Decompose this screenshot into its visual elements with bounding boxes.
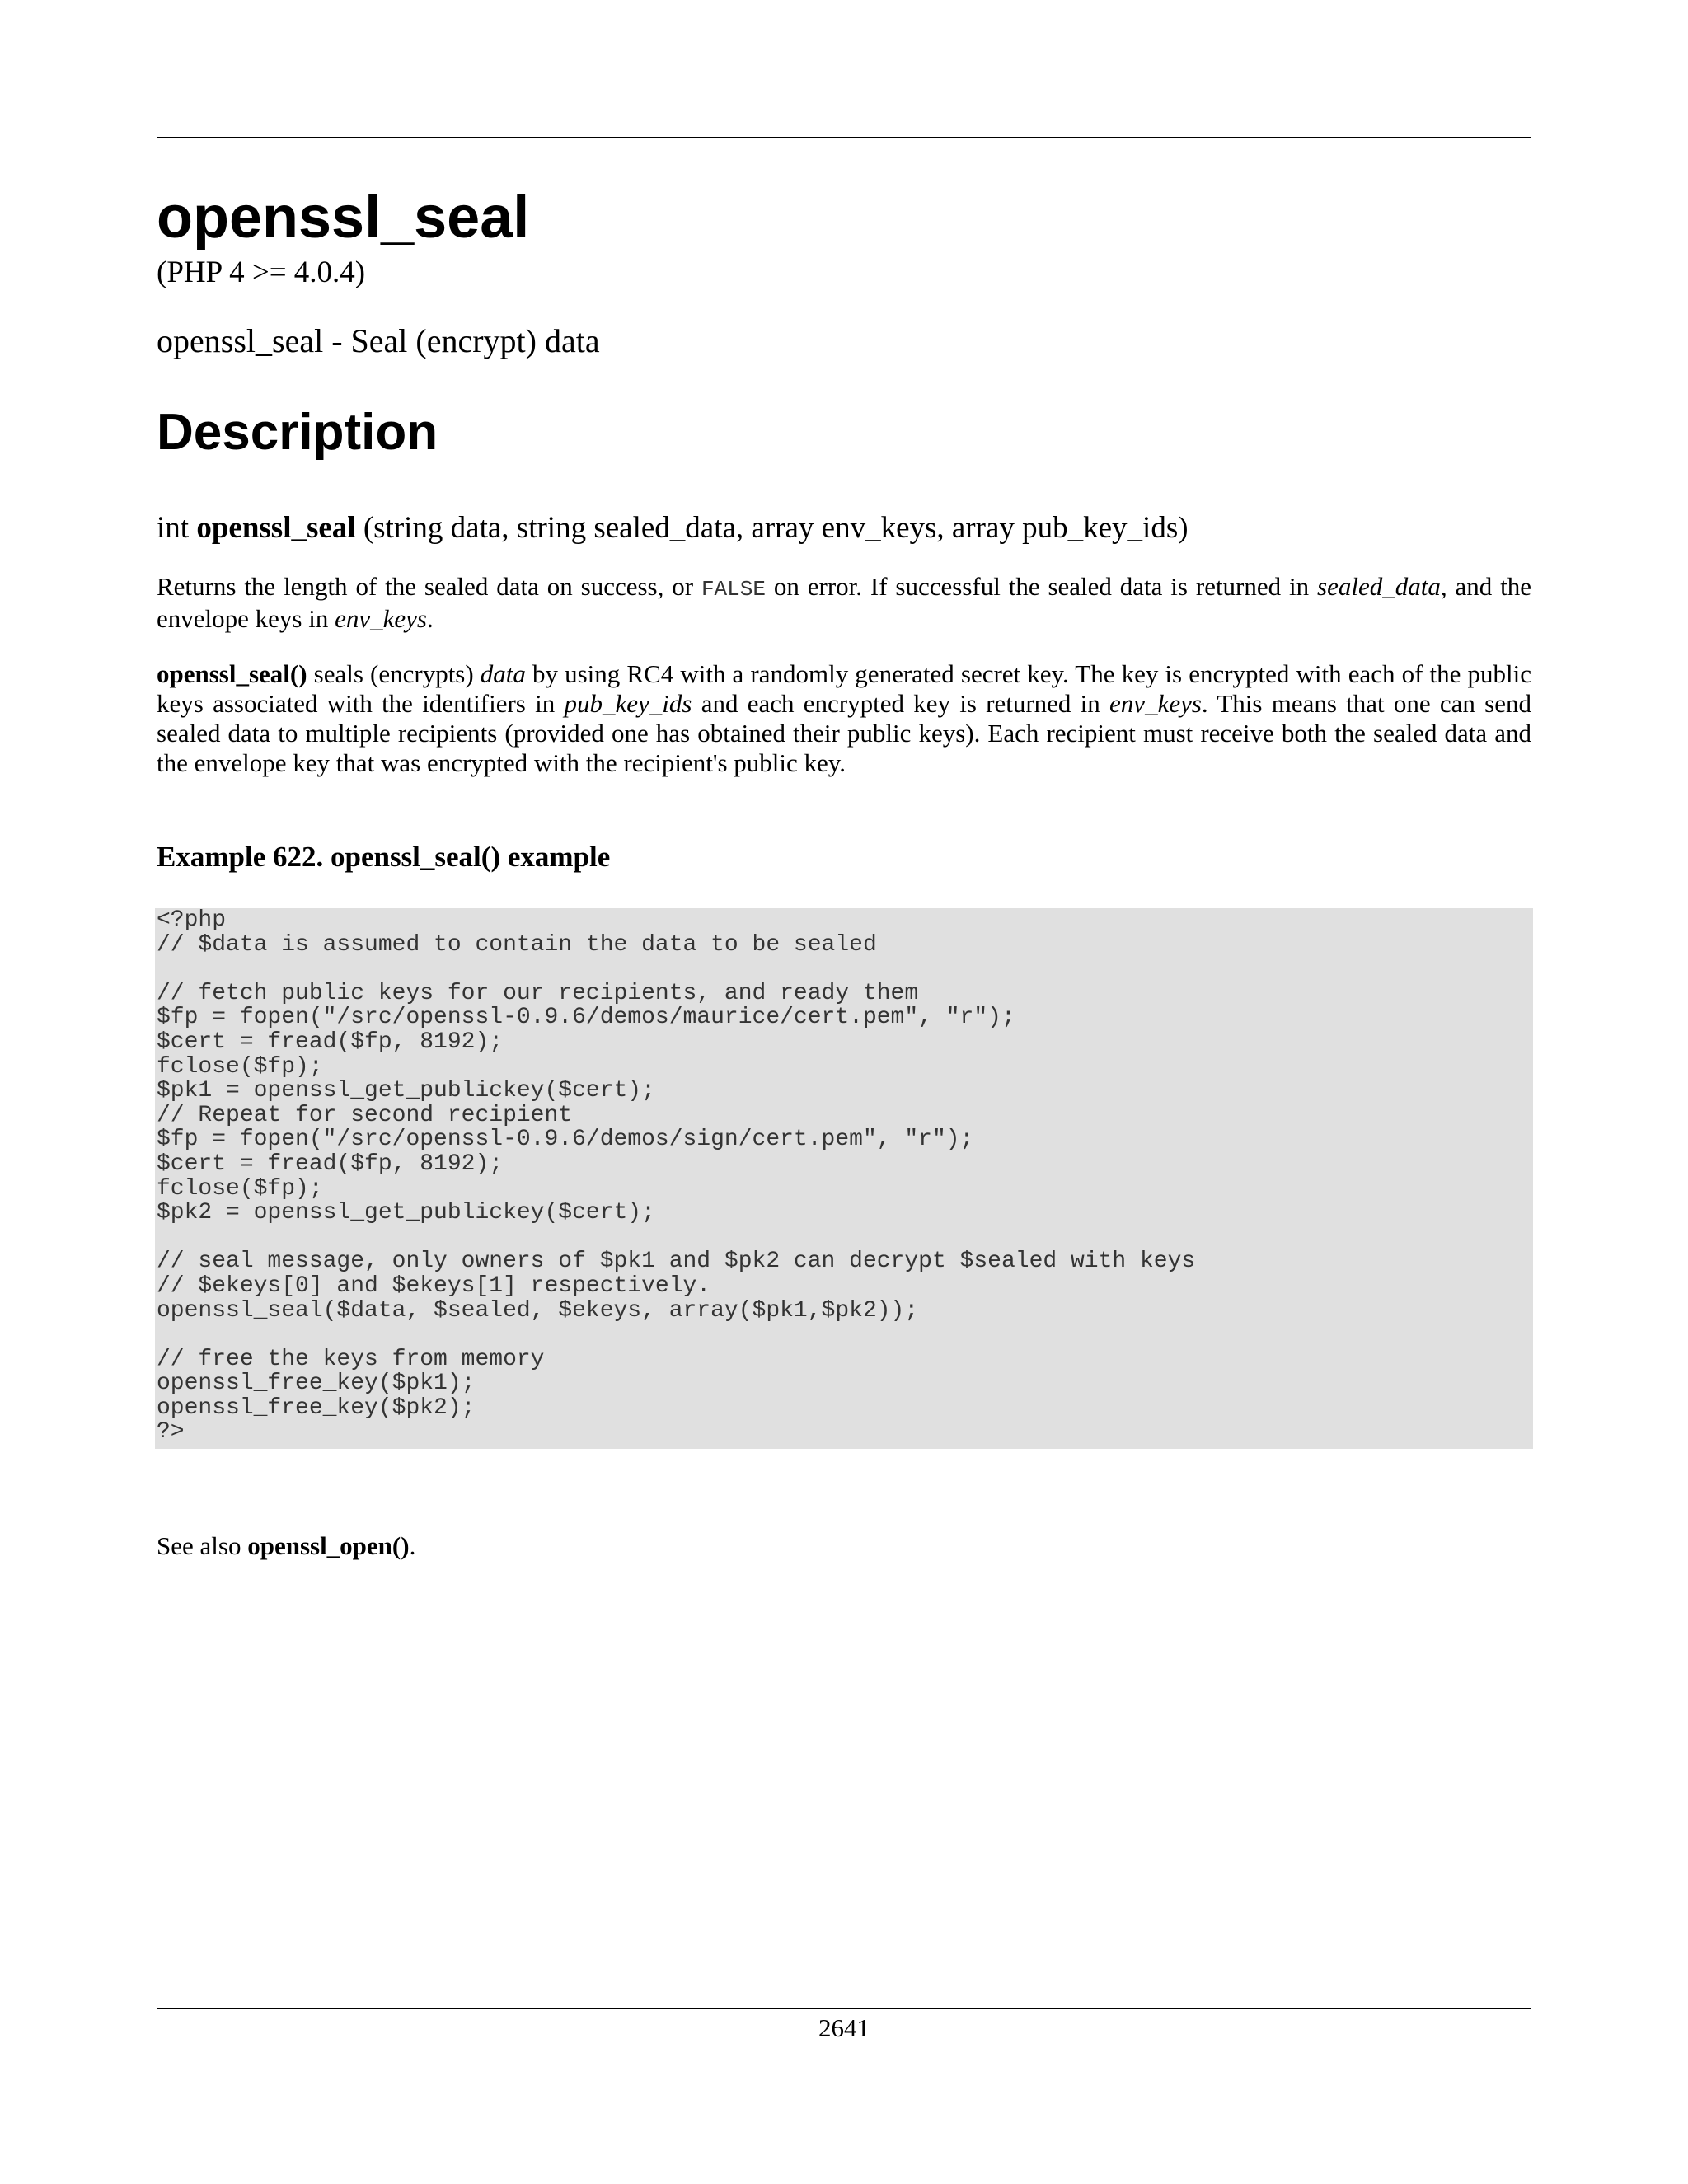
para1-text-1: Returns the length of the sealed data on success, or (157, 572, 701, 601)
see-also-text: See also (157, 1531, 248, 1560)
page-number: 2641 (818, 2013, 870, 2042)
return-value-paragraph (157, 572, 1531, 634)
description-paragraph (157, 659, 1531, 778)
php-version-note: (PHP 4 >= 4.0.4) (157, 255, 366, 289)
param-pub-key-ids: pub_key_ids (564, 689, 692, 718)
param-env-keys-2: env_keys (1109, 689, 1202, 718)
para2-text-3: and each encrypted key is returned in (692, 689, 1110, 718)
para2-text-1: seals (encrypts) (307, 659, 481, 688)
para2-text-4: . This means that one can send sealed data to multiple recipients (provided one has obtained their public keys). Each recipient must receive both the sealed data and the envelope key that was encrypted with the recipient's public key. (157, 689, 1532, 777)
synopsis-params: (string data, string sealed_data, array env_keys, array pub_key_ids) (355, 511, 1189, 545)
see-also-paragraph (157, 1531, 1531, 1561)
false-constant: FALSE (701, 577, 766, 602)
refpurpose: openssl_seal - Seal (encrypt) data (157, 322, 600, 359)
synopsis-function-name: openssl_seal (196, 511, 356, 545)
header-rule (157, 137, 1531, 138)
para2-text-2: by using RC4 with a randomly generated secret key. The key is encrypted with each of the public keys associated with the identifiers in (157, 659, 1531, 718)
page-title: openssl_seal (157, 185, 530, 251)
param-sealed-data: sealed_data (1317, 572, 1441, 601)
function-synopsis (157, 513, 1189, 543)
para1-text-4: . (426, 604, 434, 633)
footer-rule (157, 2008, 1531, 2009)
section-heading-description: Description (157, 404, 438, 461)
synopsis-return-type: int (157, 511, 197, 545)
code-example-block (155, 908, 1533, 1449)
code-listing: <?php // $data is assumed to contain the data to be sealed // fetch public keys for our recipients, and ready them $fp = fopen("/src/openssl-0.9.6/demos/maurice/cert.pem", "r"); $cert = fread($fp, 8192); fclose($fp); $pk1 = openssl_get_publickey($cert); // Repeat for second recipient $fp = fopen("/src/openssl-0.9.6/demos/sign/cert.pem", "r"); $cert = fread($fp, 8192); fclose($fp); $pk2 = openssl_get_publickey($cert); // seal message, only owners of $pk1 and $pk2 can decrypt $sealed with keys // $ekeys[0] and $ekeys[1] respectively. openssl_seal($data, $sealed, $ekeys, array($pk1,$pk2)); // free the keys from memory openssl_free_key($pk1); openssl_free_key($pk2); ?> (157, 907, 1196, 1446)
see-also-link-openssl-open[interactable]: openssl_open() (247, 1531, 410, 1560)
example-title: Example 622. openssl_seal() example (157, 841, 611, 873)
param-env-keys: env_keys (335, 604, 427, 633)
para1-text-3: , and the envelope keys in (157, 572, 1531, 633)
function-reference: openssl_seal() (157, 659, 307, 688)
see-also-period: . (409, 1531, 416, 1560)
param-data: data (480, 659, 526, 688)
para1-text-2: on error. If successful the sealed data is returned in (765, 572, 1318, 601)
